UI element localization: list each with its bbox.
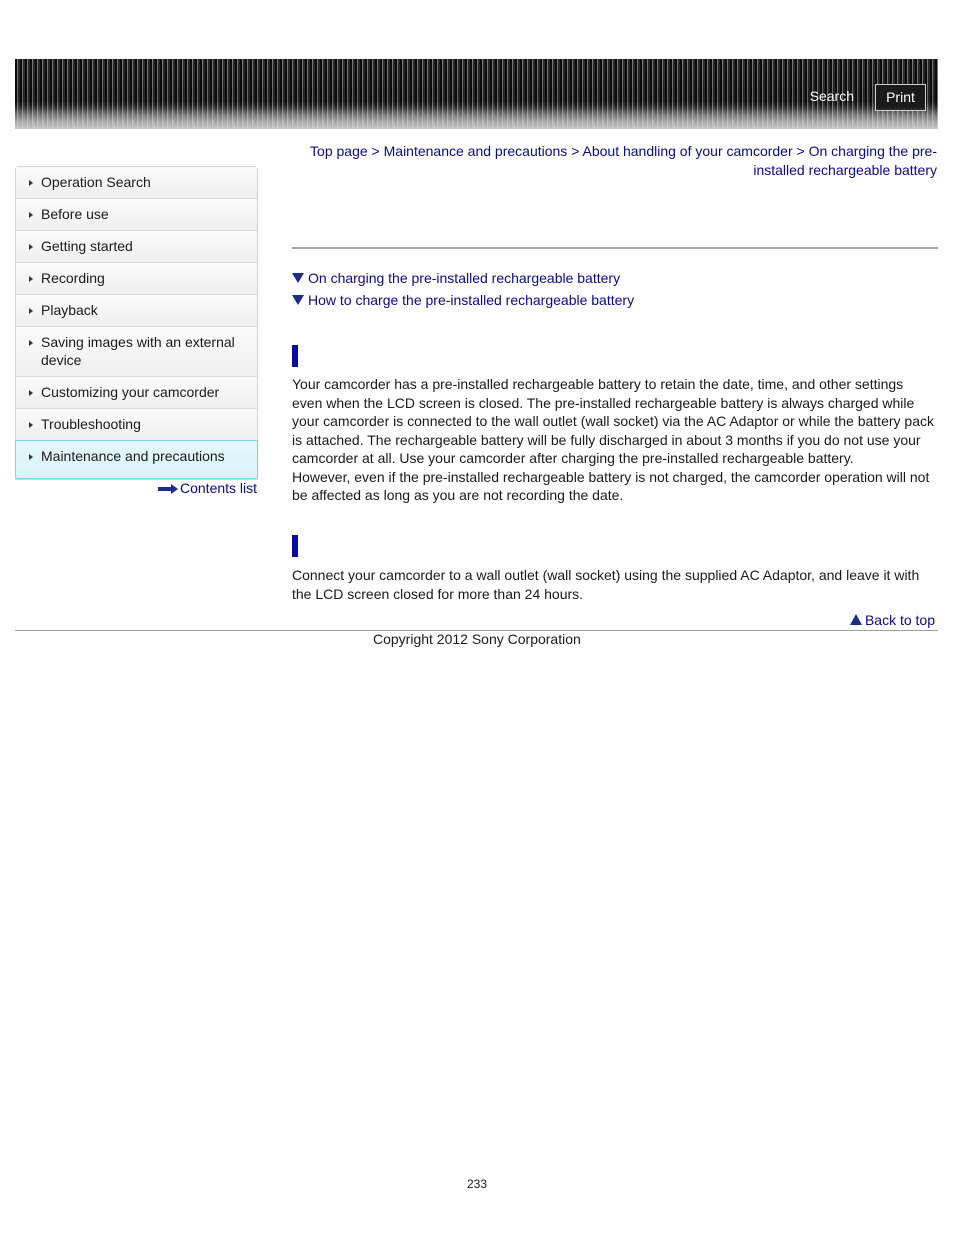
anchor-link-label: How to charge the pre-installed rechargeable battery — [308, 292, 635, 308]
contents-list-label: Contents list — [180, 480, 258, 496]
chevron-right-icon — [29, 390, 33, 396]
sidebar-item-label: Getting started — [41, 238, 133, 254]
sidebar-item-label: Recording — [41, 270, 105, 286]
triangle-up-icon — [850, 614, 862, 625]
chevron-right-icon — [29, 180, 33, 186]
sidebar-item-operation-search[interactable] — [16, 167, 257, 199]
text-line: the LCD screen closed for more than 24 hours. — [292, 585, 584, 602]
section-marker — [292, 535, 298, 557]
text-line: However, even if the pre-installed rechargeable battery is not charged, the camcorder operation will not — [292, 468, 930, 485]
breadcrumb-separator: > — [371, 143, 384, 159]
breadcrumb-separator: > — [571, 143, 583, 159]
section-marker — [292, 345, 298, 367]
anchor-link-on-charging[interactable] — [292, 270, 620, 286]
triangle-down-icon — [292, 295, 304, 305]
sidebar-nav — [15, 166, 258, 480]
section-body-how-to-charge — [292, 566, 938, 603]
sidebar-item-label: Operation Search — [41, 174, 151, 190]
search-link[interactable]: Search — [809, 88, 854, 104]
anchor-link-how-to-charge[interactable] — [292, 292, 634, 308]
sidebar-item-label: Before use — [41, 206, 109, 222]
copyright-text: Copyright 2012 Sony Corporation — [373, 631, 581, 647]
sidebar-item-saving-images[interactable] — [16, 327, 257, 377]
text-line: even when the LCD screen is closed. The pre-installed rechargeable battery is always charged while — [292, 394, 915, 411]
text-line: your camcorder is connected to the wall outlet (wall socket) via the AC Adaptor or while the battery pack — [292, 413, 934, 429]
sidebar-item-troubleshooting[interactable] — [16, 409, 257, 441]
back-to-top-label: Back to top — [864, 612, 935, 628]
print-button[interactable]: Print — [875, 84, 926, 111]
chevron-right-icon — [29, 422, 33, 428]
chevron-right-icon — [29, 454, 33, 460]
breadcrumb-current[interactable]: On charging the pre-installed rechargeable battery — [753, 143, 937, 178]
page-number: 233 — [466, 1177, 488, 1191]
breadcrumb-top-page[interactable]: Top page — [310, 143, 368, 159]
header-bar — [15, 59, 938, 129]
arrow-right-icon — [158, 484, 178, 494]
sidebar-item-label: Troubleshooting — [41, 416, 141, 432]
sidebar-item-playback[interactable] — [16, 295, 257, 327]
back-to-top-link[interactable] — [850, 612, 935, 628]
title-divider — [292, 247, 938, 249]
sidebar-item-label: Maintenance and precautions — [41, 448, 225, 464]
text-line: is attached. The rechargeable battery will be fully discharged in about 3 months if you do not use your — [292, 431, 921, 448]
triangle-down-icon — [292, 273, 304, 283]
sidebar-item-before-use[interactable] — [16, 199, 257, 231]
chevron-right-icon — [29, 212, 33, 218]
chevron-right-icon — [29, 340, 33, 346]
sidebar-item-getting-started[interactable] — [16, 231, 257, 263]
text-line: camcorder at all. Use your camcorder after charging the pre-installed rechargeable battery. — [292, 450, 854, 466]
sidebar-item-label: Playback — [41, 302, 98, 318]
sidebar-item-customizing[interactable] — [16, 377, 257, 409]
anchor-link-label: On charging the pre-installed rechargeable battery — [308, 270, 621, 286]
breadcrumb — [292, 142, 937, 180]
text-line: be affected as long as you are not recording the date. — [292, 487, 624, 503]
sidebar-item-label: Saving images with an external device — [41, 334, 235, 368]
sidebar-item-maintenance[interactable] — [15, 440, 258, 479]
contents-list-link[interactable] — [158, 480, 257, 496]
chevron-right-icon — [29, 244, 33, 250]
chevron-right-icon — [29, 276, 33, 282]
breadcrumb-maintenance[interactable]: Maintenance and precautions — [383, 143, 568, 159]
text-line: Connect your camcorder to a wall outlet (wall socket) using the supplied AC Adaptor, and leave it with — [292, 567, 920, 583]
chevron-right-icon — [29, 308, 33, 314]
breadcrumb-separator: > — [796, 143, 809, 159]
section-body-on-charging — [292, 375, 938, 505]
sidebar-item-recording[interactable] — [16, 263, 257, 295]
sidebar-item-label: Customizing your camcorder — [41, 384, 220, 400]
breadcrumb-handling[interactable]: About handling of your camcorder — [582, 143, 793, 159]
text-line: Your camcorder has a pre-installed rechargeable battery to retain the date, time, and other settings — [292, 376, 904, 392]
